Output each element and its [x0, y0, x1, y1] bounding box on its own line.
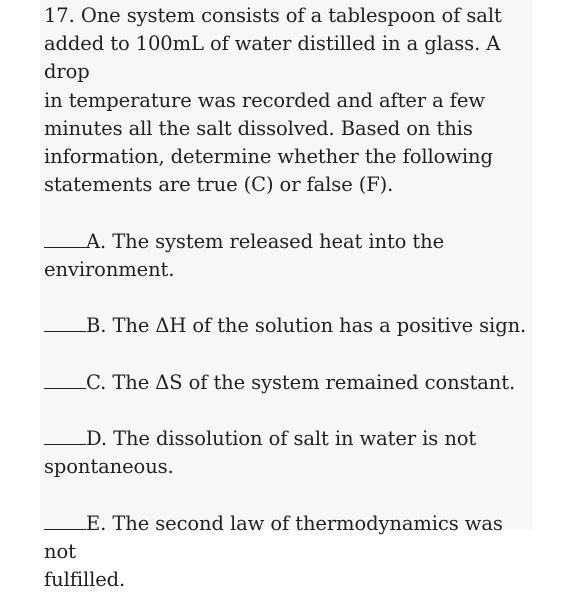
- statement-text: The system released heat into the: [112, 229, 445, 253]
- answer-blank-d[interactable]: [44, 425, 86, 445]
- stem-line-1: One system consists of a tablespoon of salt: [80, 4, 502, 27]
- statement-d: [44, 425, 530, 481]
- answer-blank-b[interactable]: [44, 312, 86, 332]
- statement-e: [44, 510, 530, 594]
- stem-line-4: minutes all the salt dissolved. Based on this: [44, 116, 473, 140]
- statement-letter: B.: [86, 314, 107, 338]
- stem-line-6: statements are true (C) or false (F).: [44, 173, 394, 197]
- stem-line-2: added to 100mL of water distilled in a glass. A drop: [44, 32, 501, 84]
- statement-c: [44, 369, 530, 397]
- statement-text-continued: fulfilled.: [44, 567, 126, 591]
- statement-text: The ΔS of the system remained constant.: [112, 370, 516, 394]
- statement-text-continued: environment.: [44, 257, 175, 281]
- statement-text: The ΔH of the solution has a positive sign.: [112, 314, 527, 338]
- statement-text-continued: spontaneous.: [44, 455, 174, 479]
- statement-a: [44, 228, 530, 284]
- statement-b: [44, 312, 530, 340]
- answer-blank-e[interactable]: [44, 510, 86, 530]
- statement-letter: D.: [86, 426, 107, 450]
- answer-blank-a[interactable]: [44, 228, 86, 248]
- stem-line-5: information, determine whether the following: [44, 145, 493, 169]
- statement-text: The dissolution of salt in water is not: [113, 426, 477, 450]
- question-stem: [44, 2, 530, 199]
- statement-letter: E.: [86, 511, 107, 535]
- answer-blank-c[interactable]: [44, 369, 86, 389]
- question-number: 17.: [44, 4, 75, 27]
- stem-line-3: in temperature was recorded and after a few: [44, 88, 485, 112]
- question-content: [44, 2, 530, 594]
- statement-letter: C.: [86, 370, 107, 394]
- statement-letter: A.: [86, 229, 107, 253]
- statement-text: The second law of thermodynamics was not: [44, 511, 503, 563]
